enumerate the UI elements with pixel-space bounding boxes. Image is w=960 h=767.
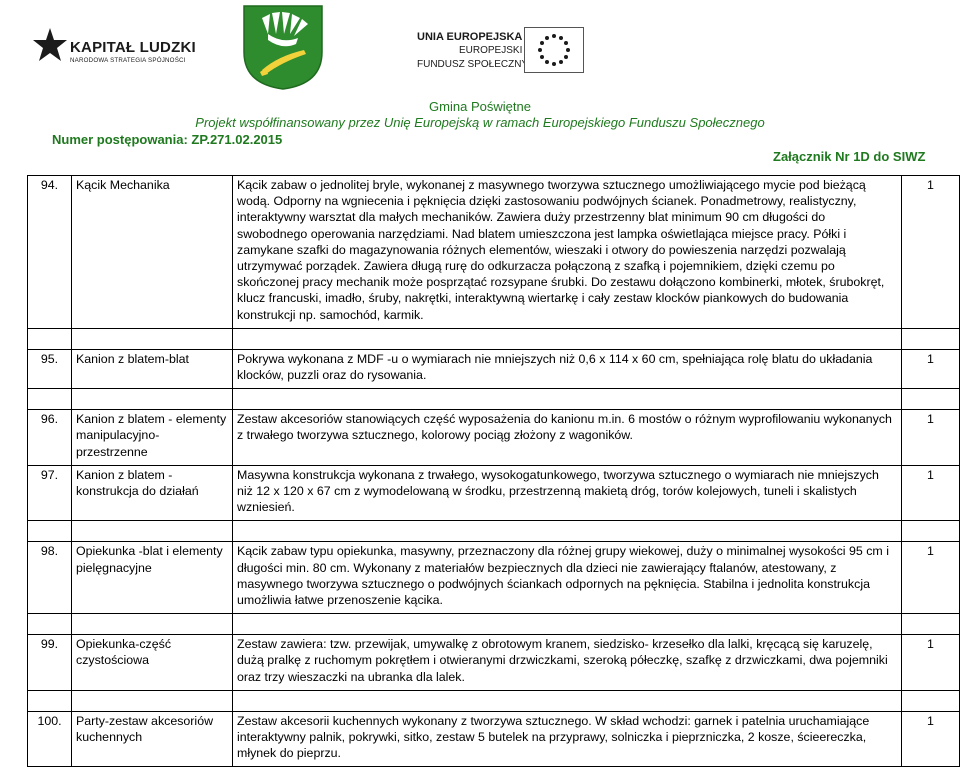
row-number: 99. (28, 635, 72, 691)
table-spacer-row (28, 521, 960, 542)
row-quantity: 1 (902, 349, 960, 388)
eu-name-line2: EUROPEJSKI (459, 45, 523, 56)
row-quantity: 1 (902, 711, 960, 767)
row-description: Masywna konstrukcja wykonana z trwałego, wysokogatunkowego, tworzywa sztucznego o wymiarach nie mniejszych niż 12 x 120 x 67 cm z wymodelowaną w środku, przestrzenną makietą dróg, torów kolejowych, tuneli i skalistych wzniesień. (233, 465, 902, 521)
row-name: Kanion z blatem - elementy manipulacyjno-przestrzenne (72, 410, 233, 466)
row-quantity: 1 (902, 542, 960, 614)
gmina-name: Gmina Poświętne (429, 99, 531, 114)
row-name: Party-zestaw akcesoriów kuchennych (72, 711, 233, 767)
specification-table (27, 175, 960, 767)
table-row (28, 349, 960, 388)
table-row (28, 410, 960, 466)
table-row (28, 176, 960, 329)
row-number: 95. (28, 349, 72, 388)
row-description: Kącik zabaw typu opiekunka, masywny, przeznaczony dla różnej grupy wiekowej, duży o minimalnej wysokości 95 cm i długości min. 80 cm. Wykonany z materiałów bezpiecznych dla dzieci nie zawierający ftalanów, atestowany, z masywnego tworzywa sztucznego o podwójnych ściankach odpornych na pęknięcia. Stabilna i jednolita konstrukcja umożliwia łatwe przenoszenie kącika. (233, 542, 902, 614)
row-name: Opiekunka-część czystościowa (72, 635, 233, 691)
row-name: Kącik Mechanika (72, 176, 233, 329)
numer-postepowania: Numer postępowania: ZP.271.02.2015 (52, 132, 283, 147)
eu-name-line3: FUNDUSZ SPOŁECZNY (417, 59, 529, 70)
table-spacer-row (28, 389, 960, 410)
row-number: 94. (28, 176, 72, 329)
row-description: Kącik zabaw o jednolitej bryle, wykonanej z masywnego tworzywa sztucznego umożliwiającego mycie pod bieżącą wodą. Odporny na wgniecenia i pęknięcia dzięki zastosowaniu podwójnych ścianek. Ponadmetrowy, realistyczny, interaktywny warsztat dla małych mechaników. Zawiera duży przestrzenny blat minimum 90 cm długości do swobodnego operowania narzędziami. Nad blatem umieszczona jest lampka oświetlająca miejsce pracy. Półki i zamykane szafki do magazynowania różnych elementów, wieszaki i otwory do powieszenia narzędzi pozwalają utrzymywać porządek. Zawiera długą rurę do odkurzacza połączoną z szafką i pojemnikiem, dzięki czemu po skończonej pracy mechanik może posprzątać rozsypane śrubki. Do zestawu dołączono kombinerki, młotek, śrubokręt, klucz francuski, imadło, śruby, nakrętki, interaktywną wiertarkę i cały zestaw klocków piankowych do budowania konstrukcji np. samochód, karmik. (233, 176, 902, 329)
row-description: Zestaw akcesorii kuchennych wykonany z tworzywa sztucznego. W skład wchodzi: garnek i patelnia uruchamiające interaktywny palnik, pokrywki, sitko, zestaw 5 butelek na przyprawy, solniczka i pieprzniczka, 2 kosze, ścieereczka, młynek do pieprzu. (233, 711, 902, 767)
row-quantity: 1 (902, 465, 960, 521)
specification-table-wrapper (27, 175, 960, 761)
row-name: Kanion z blatem-blat (72, 349, 233, 388)
table-row (28, 635, 960, 691)
projekt-line: Projekt współfinansowany przez Unię Europejską w ramach Europejskiego Funduszu Społecznego (195, 115, 765, 130)
row-name: Kanion z blatem - konstrukcja do działań (72, 465, 233, 521)
kapital-ludzki-title: KAPITAŁ LUDZKI (70, 39, 196, 56)
row-number: 97. (28, 465, 72, 521)
table-spacer-row (28, 690, 960, 711)
row-description: Zestaw zawiera: tzw. przewijak, umywalkę z obrotowym kranem, siedzisko- krzesełko dla lalki, kręcącą się karuzelę, dużą pralkę z ruchomym pokrętłem i otwieranymi drzwiczkami, szeroką półeczkę, szafkę z drzwiczkami, dwa pojemniki oraz trzy wieszaczki na ubranka dla lalek. (233, 635, 902, 691)
row-quantity: 1 (902, 176, 960, 329)
row-quantity: 1 (902, 635, 960, 691)
kapital-ludzki-star-icon (30, 26, 70, 66)
table-row (28, 465, 960, 521)
table-spacer-row (28, 328, 960, 349)
gmina-crest-icon (242, 4, 324, 90)
row-name: Opiekunka -blat i elementy pielęgnacyjne (72, 542, 233, 614)
row-number: 98. (28, 542, 72, 614)
table-spacer-row (28, 614, 960, 635)
zalacznik-label: Załącznik Nr 1D do SIWZ (773, 149, 926, 164)
row-description: Zestaw akcesoriów stanowiących część wyposażenia do kanionu m.in. 6 mostów o różnym wyprofilowaniu wykonanych z trwałego tworzywa sztucznego, kolorowy pociąg złożony z wagoników. (233, 410, 902, 466)
row-quantity: 1 (902, 410, 960, 466)
eu-flag-icon (524, 27, 584, 73)
kapital-ludzki-subtitle: NARODOWA STRATEGIA SPÓJNOŚCI (70, 57, 186, 64)
table-row (28, 542, 960, 614)
row-description: Pokrywa wykonana z MDF -u o wymiarach nie mniejszych niż 0,6 x 114 x 60 cm, spełniająca rolę blatu do układania klocków, puzzli oraz do rysowania. (233, 349, 902, 388)
row-number: 96. (28, 410, 72, 466)
table-row (28, 711, 960, 767)
row-number: 100. (28, 711, 72, 767)
eu-name-line1: UNIA EUROPEJSKA (417, 31, 523, 43)
